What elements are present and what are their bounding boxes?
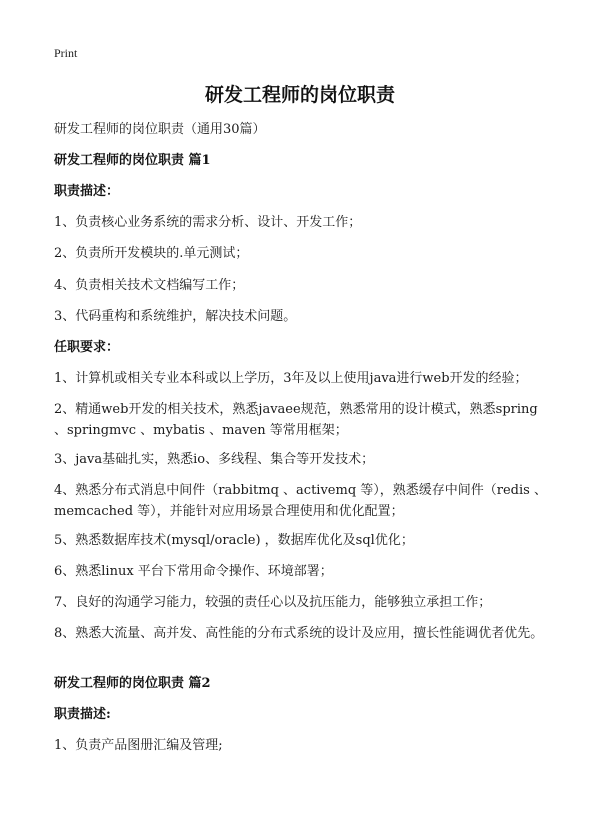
section-2-heading: 研发工程师的岗位职责 篇2 xyxy=(54,676,211,691)
requirement-item: 2、精通web开发的相关技术，熟悉javaee规范，熟悉常用的设计模式，熟悉spring 、springmvc 、mybatis 、maven 等常用框架； xyxy=(54,402,538,438)
duty-item: 2、负责所开发模块的.单元测试； xyxy=(54,246,249,261)
section-1-duties-label: 职责描述： xyxy=(54,184,120,199)
duty-item: 4、负责相关技术文档编写工作； xyxy=(54,278,245,293)
requirement-item: 6、熟悉linux 平台下常用命令操作、环境部署； xyxy=(54,564,333,579)
print-label: Print xyxy=(54,46,78,60)
duty-item: 1、负责核心业务系统的需求分析、设计、开发工作； xyxy=(54,215,362,230)
requirement-item: 5、熟悉数据库技术(mysql/oracle) ，数据库优化及sql优化； xyxy=(54,533,414,548)
requirement-item: 4、熟悉分布式消息中间件（rabbitmq 、activemq 等），熟悉缓存中间件（redis 、memcached 等），并能针对应用场景合理使用和优化配置； xyxy=(54,483,547,519)
requirement-item: 1、计算机或相关专业本科或以上学历，3年及以上使用java进行web开发的经验； xyxy=(54,371,528,386)
document-title: 研发工程师的岗位职责 xyxy=(204,84,395,106)
requirement-item: 7、良好的沟通学习能力，较强的责任心以及抗压能力，能够独立承担工作； xyxy=(54,595,492,610)
section-2-duties-label: 职责描述: xyxy=(54,707,111,722)
duty-item: 3、代码重构和系统维护，解决技术问题。 xyxy=(54,309,297,324)
section-1-requirements-label: 任职要求： xyxy=(54,340,120,355)
document-subtitle: 研发工程师的岗位职责（通用30篇） xyxy=(54,122,266,137)
requirement-item: 8、熟悉大流量、高并发、高性能的分布式系统的设计及应用，擅长性能调优者优先。 xyxy=(54,626,544,641)
duty-item: 1、负责产品图册汇编及管理; xyxy=(54,738,223,753)
section-1-heading: 研发工程师的岗位职责 篇1 xyxy=(54,153,211,168)
requirement-item: 3、java基础扎实，熟悉io、多线程、集合等开发技术； xyxy=(54,452,375,467)
